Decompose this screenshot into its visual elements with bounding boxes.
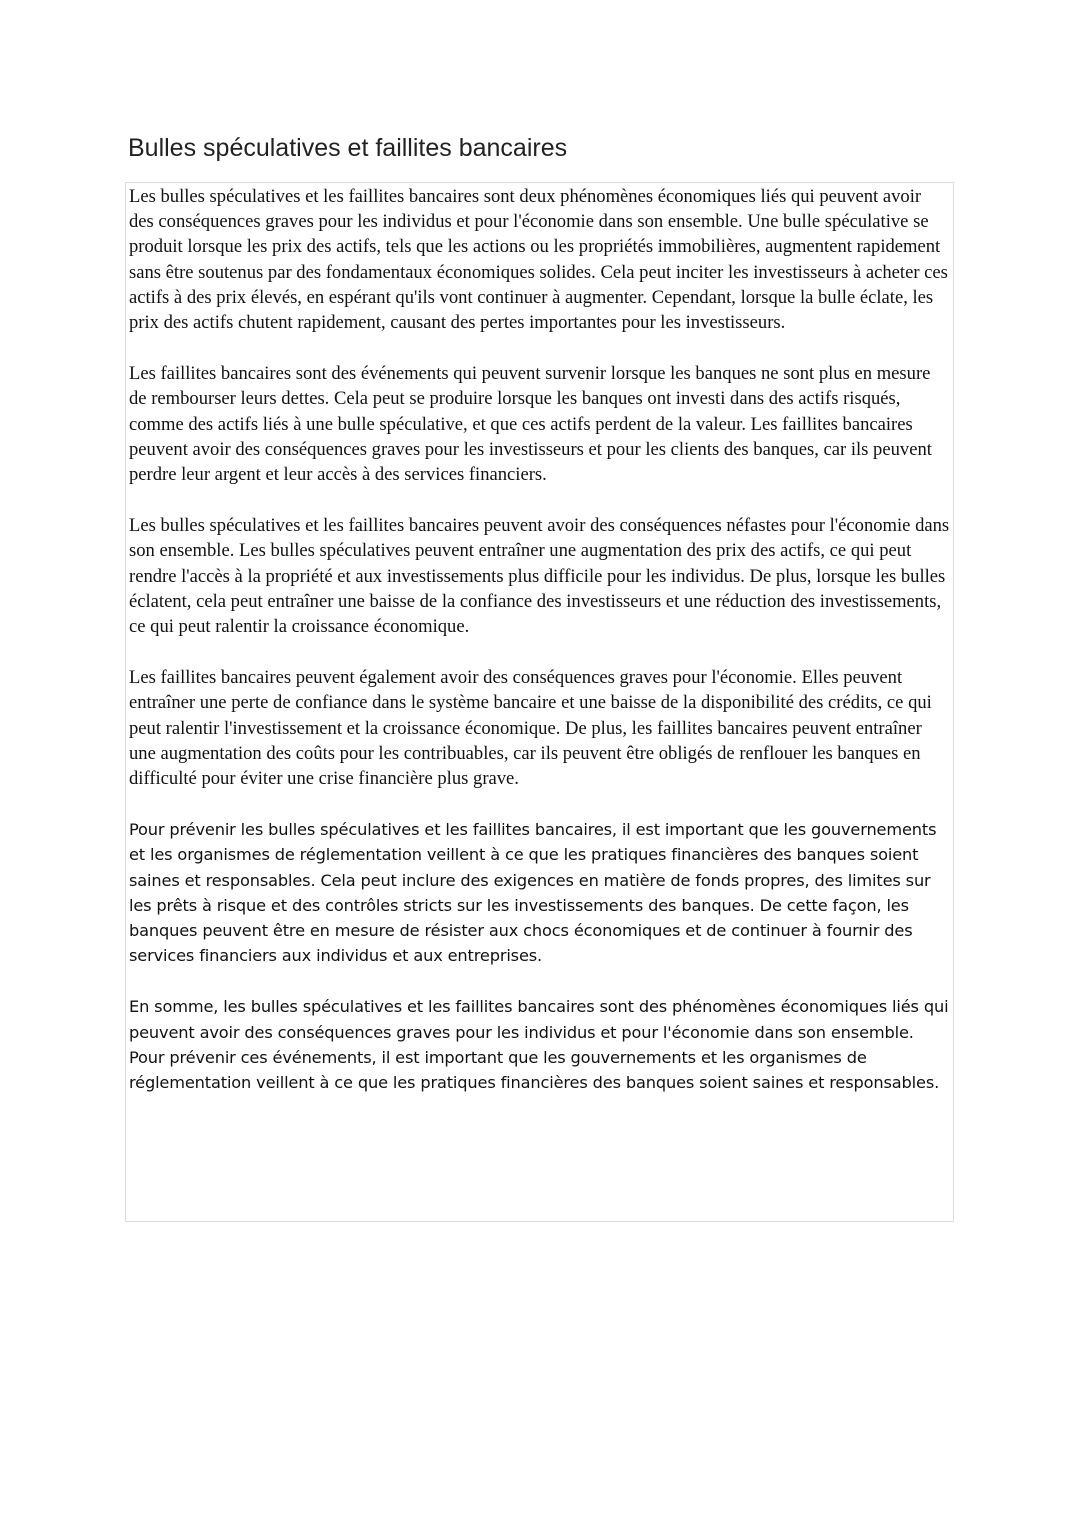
paragraph-6: En somme, les bulles spéculatives et les faillites bancaires sont des phénomènes économiques liés qui peuvent avoir des conséquences graves pour les individus et pour l'économie dans son ensemble. Pour prévenir ces événements, il est important que les gouvernements et les organismes de réglementation veillent à ce que les pratiques financières des banques soient saines et responsables.: [129, 997, 949, 1093]
paragraph-4: Les faillites bancaires peuvent également avoir des conséquences graves pour l'économie. Elles peuvent entraîner une perte de confiance dans le système bancaire et une baisse de la disponibilité des crédits, ce qui peut ralentir l'investissement et la croissance économique. De plus, les faillites bancaires peuvent entraîner une augmentation des coûts pour les contribuables, car ils peuvent être obligés de renflouer les banques en difficulté pour éviter une crise financière plus grave.: [129, 667, 932, 790]
paragraph-3: Les bulles spéculatives et les faillites bancaires peuvent avoir des conséquences néfastes pour l'économie dans son ensemble. Les bulles spéculatives peuvent entraîner une augmentation des prix des actifs, ce qui peut rendre l'accès à la propriété et aux investissements plus difficile pour les individus. De plus, lorsque les bulles éclatent, cela peut entraîner une baisse de la confiance des investisseurs et une réduction des investissements, ce qui peut ralentir la croissance économique.: [129, 515, 950, 638]
page-title: Bulles spéculatives et faillites bancaires: [128, 134, 568, 162]
paragraph-2: Les faillites bancaires sont des événements qui peuvent survenir lorsque les banques ne sont plus en mesure de rembourser leurs dettes. Cela peut se produire lorsque les banques ont investi dans des actifs risqués, comme des actifs liés à une bulle spéculative, et que ces actifs perdent de la valeur. Les faillites bancaires peuvent avoir des conséquences graves pour les investisseurs et pour les clients des banques, car ils peuvent perdre leur argent et leur accès à des services financiers.: [129, 363, 932, 486]
paragraph-5: Pour prévenir les bulles spéculatives et les faillites bancaires, il est important que les gouvernements et les organismes de réglementation veillent à ce que les pratiques financières des banques soient saines et responsables. Cela peut inclure des exigences en matière de fonds propres, des limites sur les prêts à risque et des contrôles stricts sur les investissements des banques. De cette façon, les banques peuvent être en mesure de résister aux chocs économiques et de continuer à fournir des services financiers aux individus et aux entreprises.: [129, 820, 937, 966]
paragraph-1: Les bulles spéculatives et les faillites bancaires sont deux phénomènes économiques liés qui peuvent avoir des conséquences graves pour les individus et pour l'économie dans son ensemble. Une bulle spéculative se produit lorsque les prix des actifs, tels que les actions ou les propriétés immobilières, augmentent rapidement sans être soutenus par des fondamentaux économiques solides. Cela peut inciter les investisseurs à acheter ces actifs à des prix élevés, en espérant qu'ils vont continuer à augmenter. Cependant, lorsque la bulle éclate, les prix des actifs chutent rapidement, causant des pertes importantes pour les investisseurs.: [129, 186, 948, 334]
document-text-box[interactable]: [125, 182, 954, 1222]
